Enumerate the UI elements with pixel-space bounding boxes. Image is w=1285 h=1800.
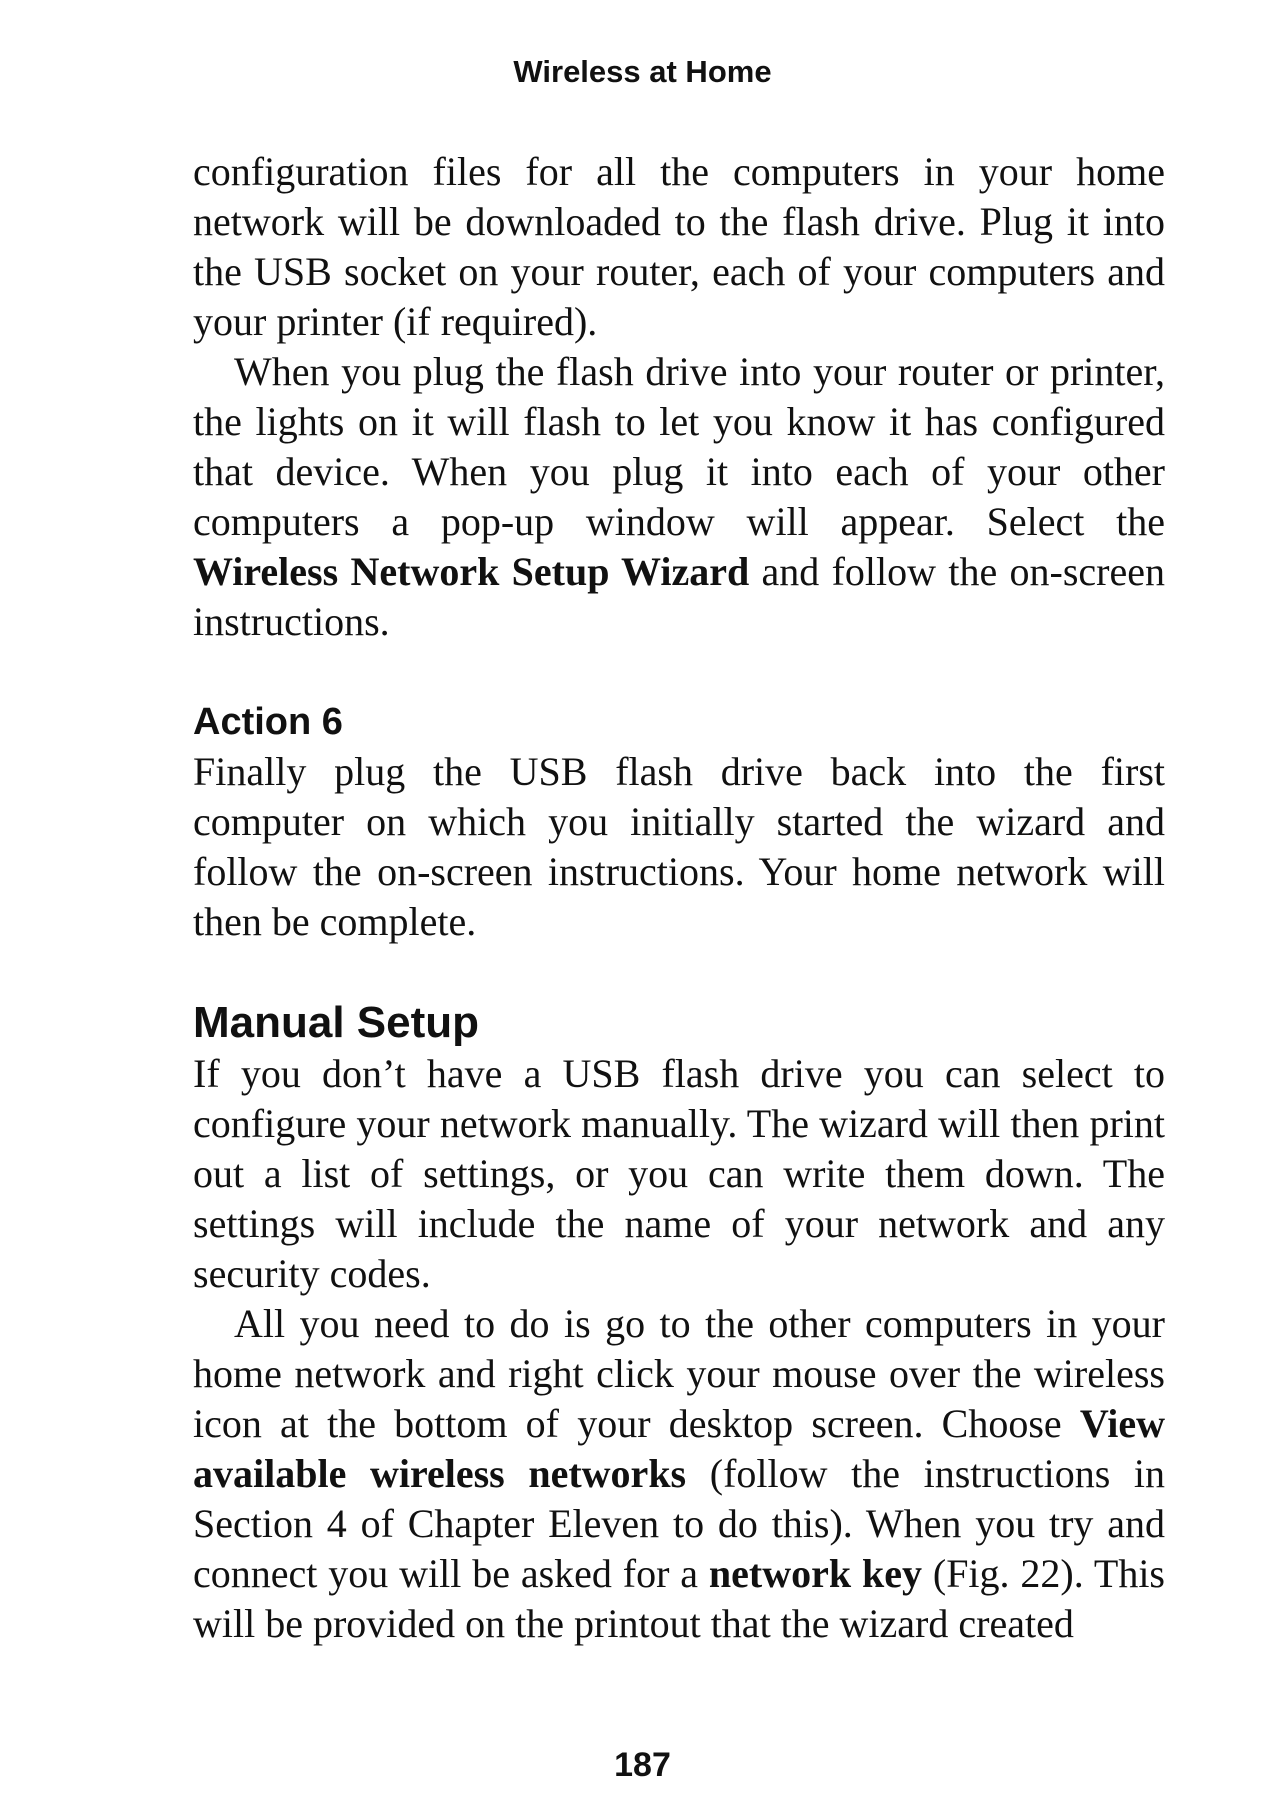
paragraph-text: (Fig. 22). This will be provided on the printout that the wizard created xyxy=(193,1551,1165,1646)
paragraph-text: All you need to do is go to the other computers in your home network and right click your mouse over the wireless icon at the bottom of your desktop screen. Choose xyxy=(193,1301,1165,1446)
heading-action-6: Action 6 xyxy=(193,701,343,743)
paragraph-action-6: Finally plug the USB flash drive back into the first computer on which you initially started the wizard and follow the on-screen instructions. Your home network will then be complete. xyxy=(193,749,1165,944)
paragraph-flash-drive xyxy=(193,347,1165,647)
bold-term-view-networks: View available wireless networks xyxy=(193,1401,1165,1496)
paragraph-continuation: configuration files for all the computers in your home network will be downloaded to the flash drive. Plug it into the USB socket on your router, each of your computers and your printer (if required). xyxy=(193,149,1165,344)
page-body xyxy=(193,147,1165,1649)
paragraph-text: and follow the on-screen instructions. xyxy=(193,549,1165,644)
paragraph-text: (follow the instructions in Section 4 of Chapter Eleven to do this). When you try and connect you will be asked for a xyxy=(193,1451,1165,1596)
bold-term-wizard: Wireless Network Setup Wizard xyxy=(193,549,750,594)
paragraph-other-computers xyxy=(193,1299,1165,1649)
heading-manual-setup: Manual Setup xyxy=(193,998,480,1047)
paragraph-manual-setup: If you don’t have a USB flash drive you can select to configure your network manually. The wizard will then print out a list of settings, or you can write them down. The settings will include the name of your network and any security codes. xyxy=(193,1051,1165,1296)
paragraph-text: When you plug the flash drive into your router or printer, the lights on it will flash to let you know it has configured that device. When you plug it into each of your other computers a pop-up window will appear. Select the xyxy=(193,349,1165,544)
page-number: 187 xyxy=(614,1746,671,1784)
running-header: Wireless at Home xyxy=(513,54,772,89)
bold-term-network-key: network key xyxy=(708,1551,922,1596)
